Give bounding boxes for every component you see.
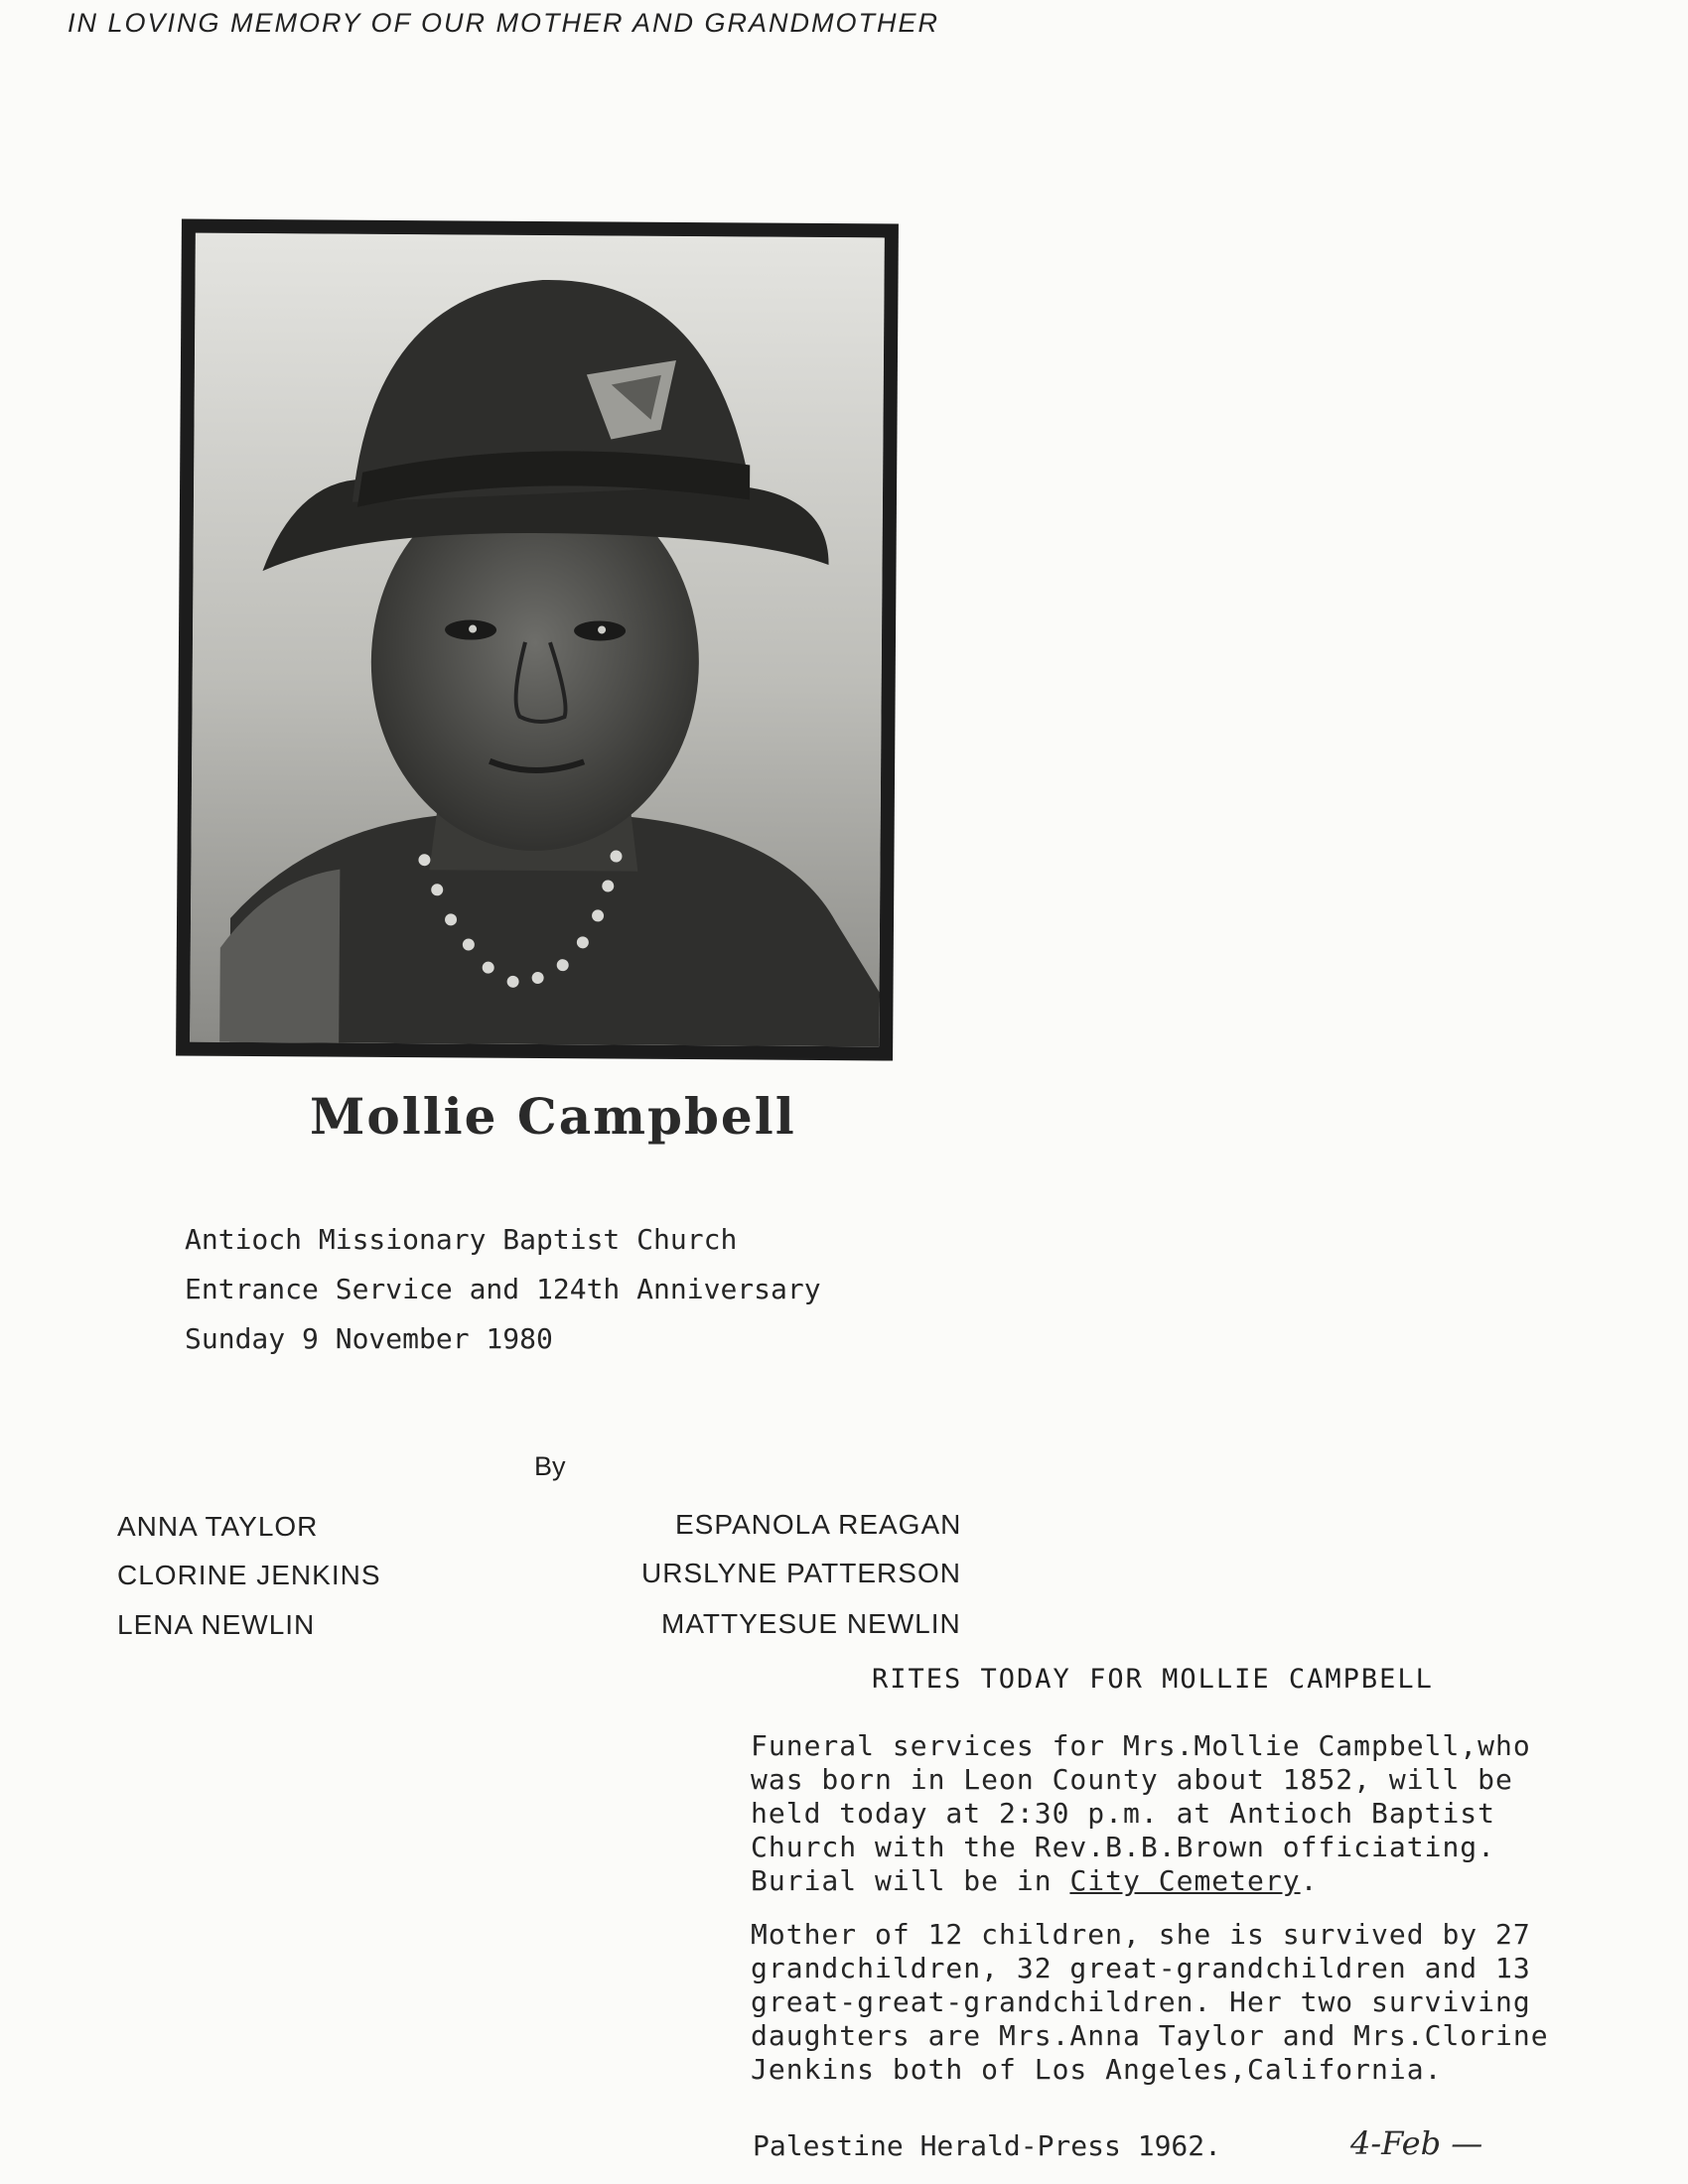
article-line	[751, 1864, 1664, 1898]
author-right-1: ESPANOLA REAGAN	[675, 1509, 962, 1540]
event-service: Entrance Service and 124th Anniversary	[185, 1273, 821, 1305]
author-left-2: CLORINE JENKINS	[117, 1560, 381, 1590]
article-paragraph-2	[751, 1918, 1664, 2087]
author-left-3: LENA NEWLIN	[117, 1609, 316, 1640]
article-line: Church with the Rev.B.B.Brown officiating.	[751, 1831, 1496, 1863]
article-line: grandchildren, 32 great-grandchildren and 13	[751, 1952, 1531, 1984]
deceased-name: Mollie Campbell	[310, 1087, 796, 1146]
by-label: By	[534, 1451, 566, 1481]
article-line: Mother of 12 children, she is survived by 27	[751, 1918, 1531, 1951]
memorial-header: IN LOVING MEMORY OF OUR MOTHER AND GRANDMOTHER	[68, 8, 940, 38]
cemetery-name: City Cemetery	[1069, 1864, 1301, 1897]
article-text: Burial will be in	[751, 1864, 1070, 1897]
article-line: daughters are Mrs.Anna Taylor and Mrs.Clorine	[751, 2019, 1549, 2052]
event-date: Sunday 9 November 1980	[185, 1322, 553, 1355]
author-right-2: URSLYNE PATTERSON	[641, 1558, 961, 1588]
portrait-photo	[190, 233, 885, 1047]
author-left-1: ANNA TAYLOR	[117, 1511, 319, 1542]
article-line: Funeral services for Mrs.Mollie Campbell,who	[751, 1729, 1531, 1762]
event-church: Antioch Missionary Baptist Church	[185, 1223, 738, 1256]
article-title: RITES TODAY FOR MOLLIE CAMPBELL	[872, 1664, 1434, 1695]
article-line: Jenkins both of Los Angeles,California.	[751, 2053, 1443, 2086]
handwritten-date-note: 4-Feb —	[1350, 2124, 1483, 2162]
article-line: great-great-grandchildren. Her two surviving	[751, 1985, 1531, 2018]
article-text: .	[1300, 1864, 1319, 1897]
article-paragraph-1	[751, 1729, 1664, 1898]
article-line: held today at 2:30 p.m. at Antioch Baptist	[751, 1797, 1496, 1830]
article-line: was born in Leon County about 1852, will be	[751, 1763, 1513, 1796]
source-citation: Palestine Herald-Press 1962.	[753, 2129, 1222, 2162]
portrait-image	[190, 233, 885, 1047]
portrait-photo-frame	[176, 218, 899, 1060]
author-right-3: MATTYESUE NEWLIN	[661, 1608, 961, 1639]
